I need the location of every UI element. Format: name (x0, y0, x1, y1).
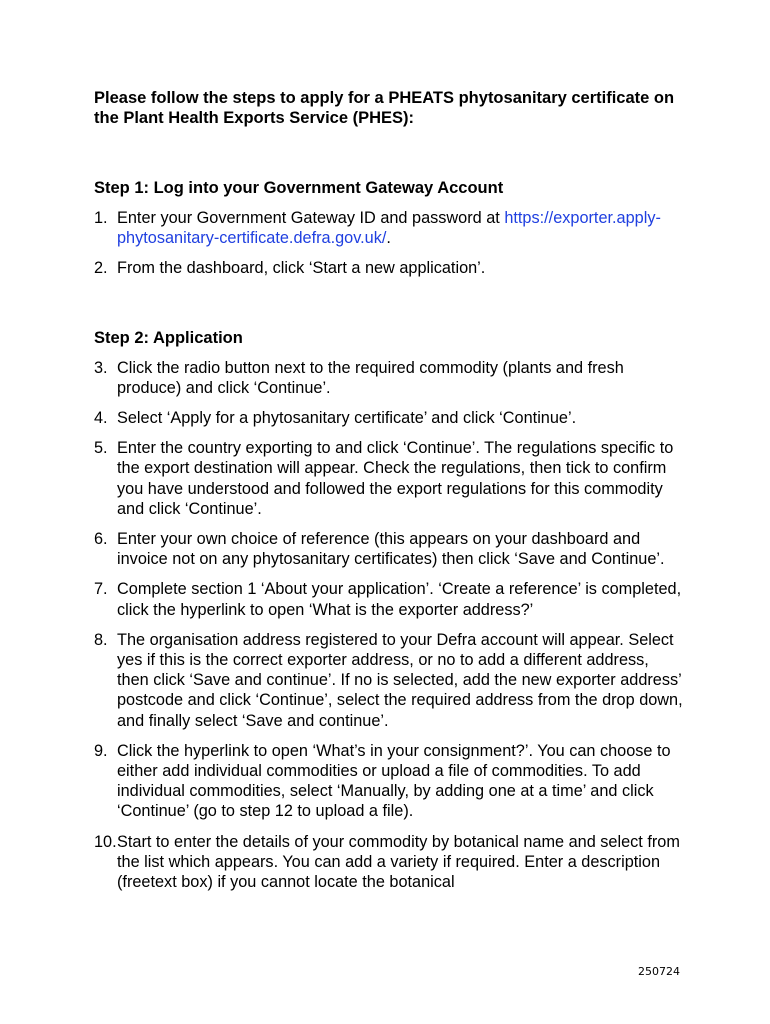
list-item-text: Click the hyperlink to open ‘What’s in your consignment?’. You can choose to either add individual commodities or upload a file of commodities. To add individual commodities, select ‘Manually, by adding one at a time’ and click ‘Continue’ (go to step 12 to upload a file). (117, 741, 671, 821)
list-item-number: 6. (94, 530, 108, 549)
list-item (94, 832, 684, 893)
list-item-text: Enter the country exporting to and click ‘Continue’. The regulations specific to the export destination will appear. Check the regulations, then tick to confirm you have understood and followed the export regulations for this commodity and click ‘Continue’. (117, 439, 674, 518)
list-item-number: 4. (94, 409, 108, 428)
list-item (94, 258, 684, 278)
list-item-text: The organisation address registered to your Defra account will appear. Select yes if this is the correct exporter address, or no to add a different address, then click ‘Save and continue’. If no is selected, add the new exporter address’ postcode and click ‘Continue’, select the required address from the drop down, and finally select ‘Save and continue’. (117, 630, 683, 730)
list-item-number: 1. (94, 209, 108, 227)
list-item-number: 5. (94, 439, 108, 458)
list-item-number: 2. (94, 259, 108, 278)
list-item-text: From the dashboard, click ‘Start a new application’. (117, 259, 486, 278)
step1-heading: Step 1: Log into your Government Gateway Account (94, 179, 504, 197)
list-item-text: Select ‘Apply for a phytosanitary certificate’ and click ‘Continue’. (117, 409, 577, 428)
step2-heading: Step 2: Application (94, 328, 243, 347)
list-item-text: Enter your Government Gateway ID and password at (117, 209, 505, 227)
list-item (94, 579, 684, 619)
list-item-number: 9. (94, 741, 108, 760)
list-item-text: Start to enter the details of your commodity by botanical name and select from the list which appears. You can add a variety if required. Enter a description (freetext box) if you cannot locate the botanical (117, 832, 680, 892)
document-title: Please follow the steps to apply for a PHEATS phytosanitary certificate on the Plant Health Exports Service (PHES): (94, 89, 675, 127)
list-item-text: Complete section 1 ‘About your application’. ‘Create a reference’ is completed, click the hyperlink to open ‘What is the exporter address?’ (117, 580, 682, 619)
list-item (94, 630, 684, 731)
list-item-number: 10. (94, 832, 117, 851)
list-item-text: Click the radio button next to the required commodity (plants and fresh produce) and click ‘Continue’. (117, 358, 624, 397)
list-item (94, 358, 684, 398)
list-item (94, 741, 684, 822)
list-item (94, 208, 684, 248)
list-item-number: 7. (94, 580, 108, 599)
list-item-number: 3. (94, 358, 108, 377)
document-page (94, 88, 684, 892)
step2-list (94, 358, 684, 893)
document-code: 250724 (638, 965, 680, 978)
list-item-number: 8. (94, 630, 108, 649)
list-item-text-end: . (386, 229, 391, 248)
step1-list (94, 208, 684, 279)
exporter-service-link[interactable]: https://exporter.apply-phytosanitary-certificate.defra.gov.uk/ (117, 209, 661, 248)
list-item (94, 408, 684, 428)
list-item (94, 529, 684, 569)
list-item-text: Enter your own choice of reference (this appears on your dashboard and invoice not on any phytosanitary certificates) then click ‘Save and Continue’. (117, 530, 665, 569)
list-item (94, 438, 684, 519)
